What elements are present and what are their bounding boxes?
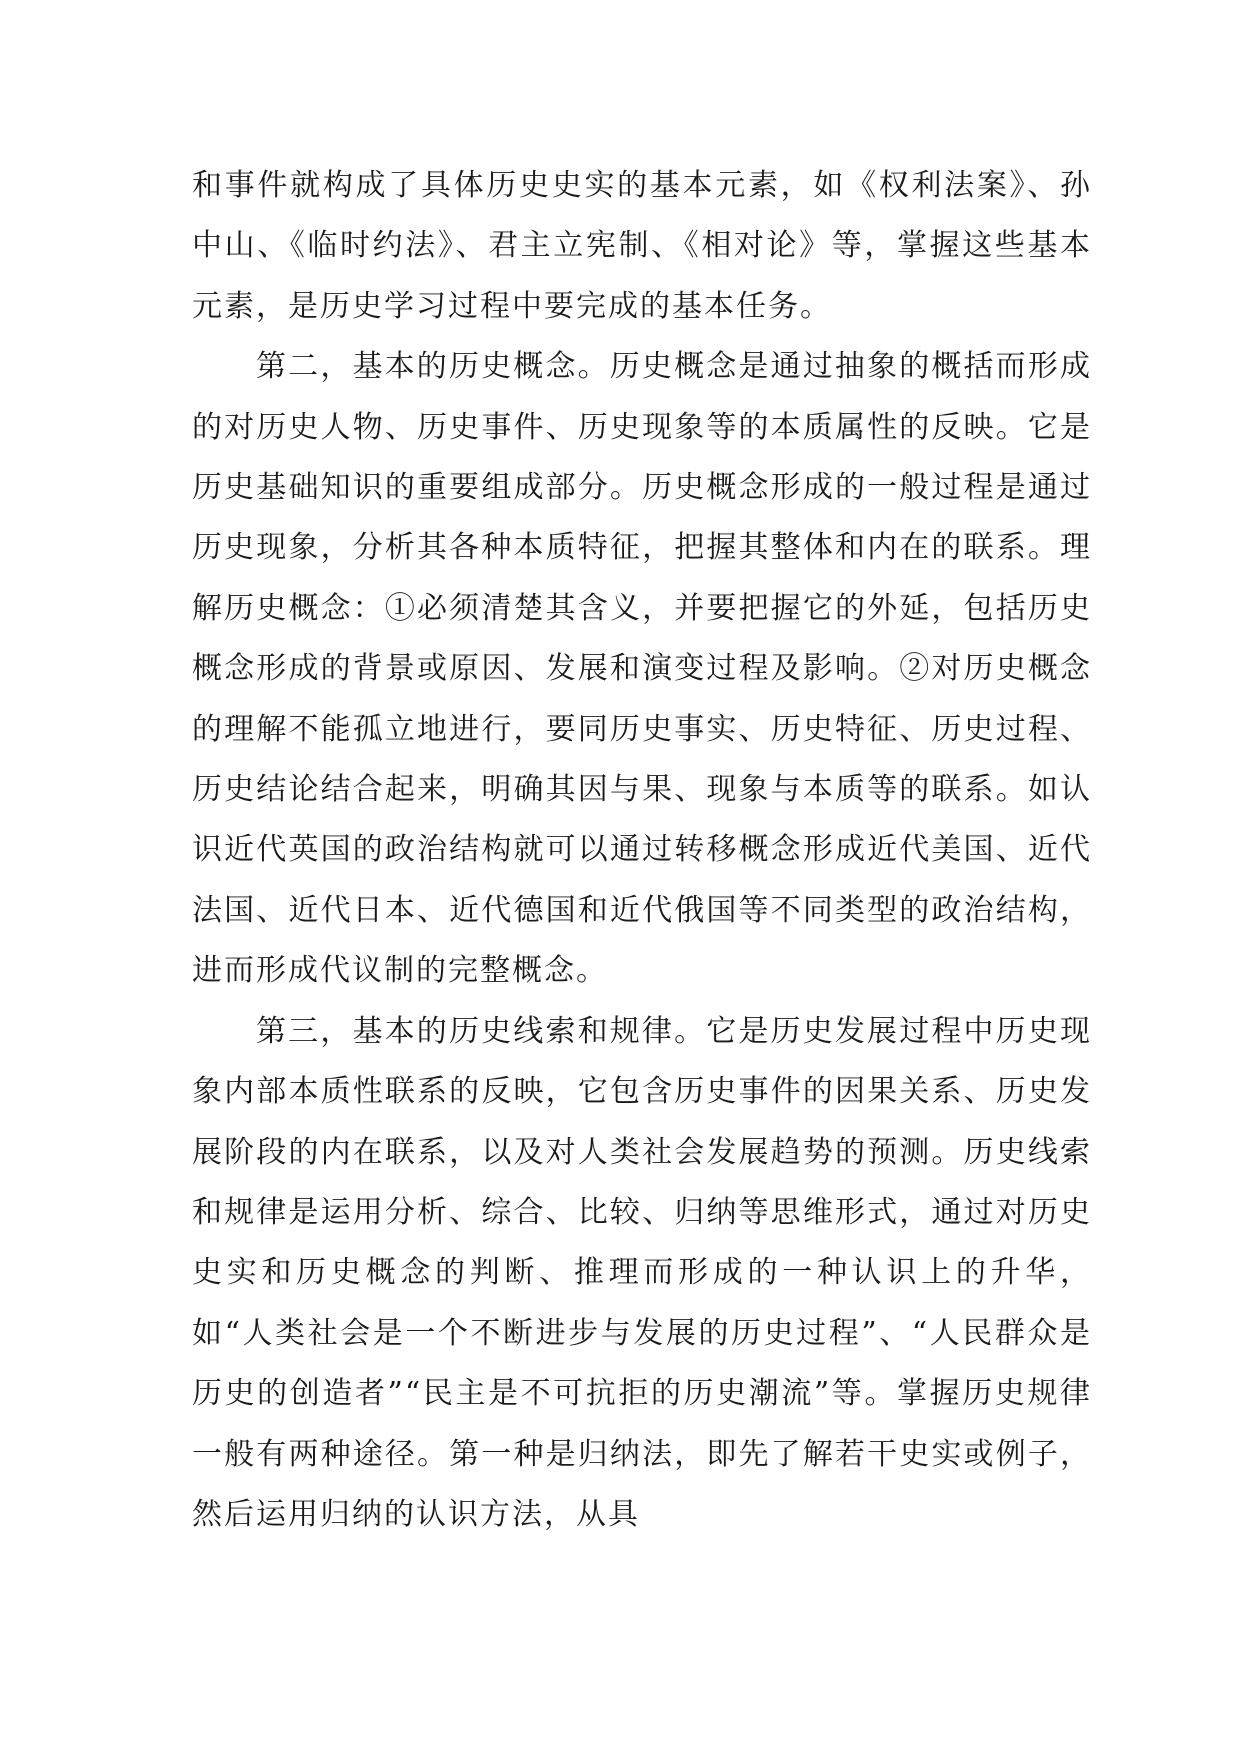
paragraph-historical-clues-laws: 第三，基本的历史线索和规律。它是历史发展过程中历史现象内部本质性联系的反映，它包含历史事件的因果关系、历史发展阶段的内在联系，以及对人类社会发展趋势的预测。历史线索和规律是运用分析、综合、比较、归纳等思维形式，通过对历史史实和历史概念的判断、推理而形成的一种认识上的升华，如“人类社会是一个不断进步与发展的历史过程”、“人民群众是历史的创造者”“民主是不可抗拒的历史潮流”等。掌握历史规律一般有两种途径。第一种是归纳法，即先了解若干史实或例子，然后运用归纳的认识方法，从具 xyxy=(192,1013,1092,1532)
paragraph-historical-concepts: 第二，基本的历史概念。历史概念是通过抽象的概括而形成的对历史人物、历史事件、历史现象等的本质属性的反映。它是历史基础知识的重要组成部分。历史概念形成的一般过程是通过历史现象，分析其各种本质特征，把握其整体和内在的联系。理解历史概念：①必须清楚其含义，并要把握它的外延，包括历史概念形成的背景或原因、发展和演变过程及影响。②对历史概念的理解不能孤立地进行，要同历史事实、历史特征、历史过程、历史结论结合起来，明确其因与果、现象与本质等的联系。如认识近代英国的政治结构就可以通过转移概念形成近代美国、近代法国、近代日本、近代德国和近代俄国等不同类型的政治结构，进而形成代议制的完整概念。 xyxy=(192,349,1092,989)
paragraph-continuation: 和事件就构成了具体历史史实的基本元素，如《权利法案》、孙中山、《临时约法》、君主立宪制、《相对论》等，掌握这些基本元素，是历史学习过程中要完成的基本任务。 xyxy=(192,168,1092,324)
body-text xyxy=(192,156,1092,1545)
